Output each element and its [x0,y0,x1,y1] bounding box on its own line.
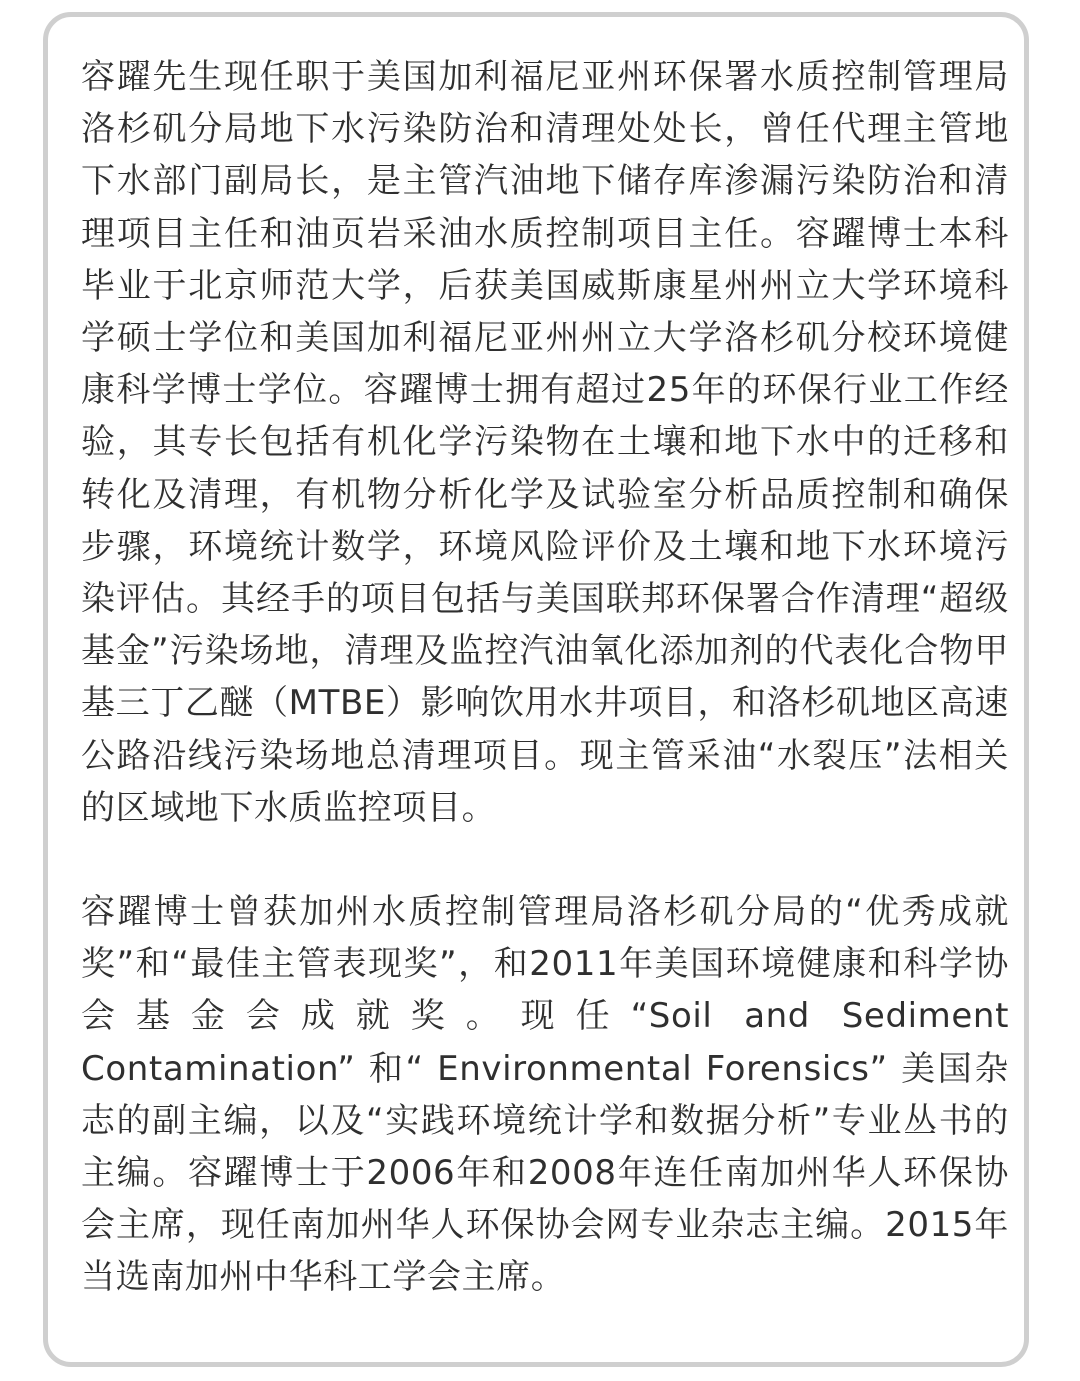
paragraph-career: 容躍先生现任职于美国加利福尼亚州环保署水质控制管理局洛杉矶分局地下水污染防治和清理处处长，曾任代理主管地下水部门副局长，是主管汽油地下储存库渗漏污染防治和清理项目主任和油页岩采油水质控制项目主任。容躍博士本科毕业于北京师范大学，后获美国威斯康星州州立大学环境科学硕士学位和美国加利福尼亚州州立大学洛杉矶分校环境健康科学博士学位。容躍博士拥有超过25年的环保行业工作经验，其专长包括有机化学污染物在土壤和地下水中的迁移和转化及清理，有机物分析化学及试验室分析品质控制和确保步骤，环境统计数学，环境风险评价及土壤和地下水环境污染评估。其经手的项目包括与美国联邦环保署合作清理“超级基金”污染场地，清理及监控汽油氧化添加剂的代表化合物甲基三丁乙醚（MTBE）影响饮用水井项目，和洛杉矶地区高速公路沿线污染场地总清理项目。现主管采油“水裂压”法相关的区域地下水质监控项目。 [81,57,1009,828]
text-card [43,12,1029,1367]
paragraph-awards: 容躍博士曾获加州水质控制管理局洛杉矶分局的“优秀成就奖”和“最佳主管表现奖”，和2011年美国环境健康和科学协会基金会成就奖。现任“Soil and Sediment Contamination” 和“ Environmental Forensics” 美国杂志的副主编，以及“实践环境统计学和数据分析”专业丛书的主编。容躍博士于2006年和2008年连任南加州华人环保协会主席，现任南加州华人环保协会网专业杂志主编。2015年当选南加州中华科工学会主席。 [81,892,1009,1298]
article-body [81,51,1009,1304]
